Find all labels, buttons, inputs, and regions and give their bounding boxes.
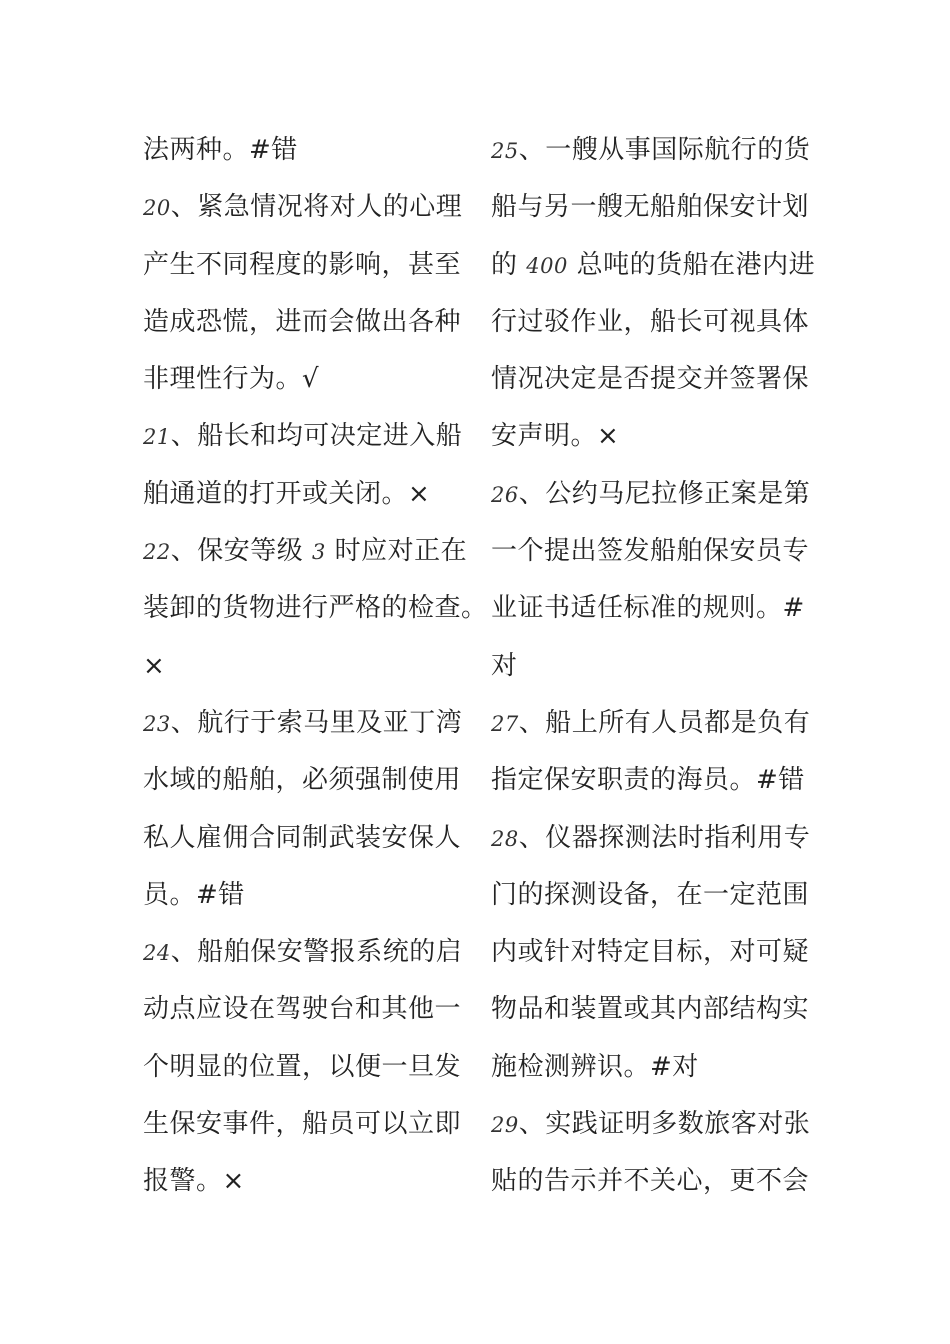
text-line [491, 810, 821, 867]
left-column [143, 122, 488, 1211]
text-line [491, 179, 821, 236]
line-text: 非理性行为。√ [143, 364, 320, 395]
line-text: 报警。× [143, 1166, 245, 1197]
number-text: 26 [491, 482, 519, 507]
text-line [143, 294, 473, 351]
text-line [491, 867, 821, 924]
line-text: 个明显的位置，以便一旦发 [143, 1051, 462, 1082]
line-text: 内或针对特定目标，对可疑 [491, 937, 810, 968]
line-text: 产生不同程度的影响，甚至 [143, 249, 462, 280]
text-line [143, 237, 473, 294]
text-line [143, 981, 473, 1038]
text-line [143, 466, 473, 523]
text-line [491, 1153, 821, 1210]
number-text: 20 [143, 196, 171, 221]
text-line [143, 122, 473, 179]
line-text: 、紧急情况将对人的心理 [170, 192, 463, 223]
text-line [143, 351, 473, 408]
text-line [143, 810, 473, 867]
number-text: 28 [491, 826, 519, 851]
line-text: 、船长和均可决定进入船 [170, 421, 463, 452]
text-line [491, 752, 821, 809]
number-text: 21 [143, 425, 171, 450]
line-text: 造成恐慌，进而会做出各种 [143, 306, 462, 337]
number-text: 22 [143, 540, 171, 565]
line-text: 业证书适任标准的规则。# [491, 593, 805, 624]
text-line [143, 179, 473, 236]
text-line [491, 981, 821, 1038]
number-text: 27 [491, 711, 519, 736]
line-text: 私人雇佣合同制武装安保人 [143, 822, 462, 853]
line-text: 、一艘从事国际航行的货 [518, 135, 811, 165]
text-line [143, 523, 473, 580]
text-line [491, 408, 821, 465]
line-text: × [143, 650, 166, 681]
text-line [143, 924, 473, 981]
line-text: 总吨的货船在港内进 [567, 249, 816, 280]
line-text: 动点应设在驾驶台和其他一 [143, 994, 462, 1025]
line-text: 安声明。× [491, 421, 620, 452]
line-text: 情况决定是否提交并签署保 [491, 364, 810, 395]
line-text: 、仪器探测法时指利用专 [518, 822, 811, 853]
number-text: 29 [491, 1113, 519, 1138]
line-text: 装卸的货物进行严格的检查。 [143, 593, 488, 624]
line-text: 一个提出签发船舶保安员专 [491, 536, 810, 567]
text-line [143, 695, 473, 752]
line-text: 施检测辨识。#对 [491, 1051, 699, 1082]
right-column [491, 122, 821, 1211]
line-text: 、船上所有人员都是负有 [518, 707, 811, 738]
text-line [491, 580, 821, 637]
line-text: 舶通道的打开或关闭。× [143, 478, 431, 509]
text-line [143, 1096, 473, 1153]
line-text: 水域的船舶，必须强制使用 [143, 765, 462, 796]
line-text: 员。#错 [143, 879, 245, 910]
number-text: 3 [312, 540, 326, 565]
text-line [143, 867, 473, 924]
text-line [491, 1039, 821, 1096]
line-text: 生保安事件，船员可以立即 [143, 1109, 462, 1140]
text-line [491, 1096, 821, 1153]
line-text: 行过驳作业，船长可视具体 [491, 306, 810, 337]
text-line [143, 1039, 473, 1096]
text-line [143, 408, 473, 465]
line-text: 物品和装置或其内部结构实 [491, 994, 810, 1025]
line-text: 的 [491, 249, 527, 280]
line-text: 、保安等级 [170, 536, 312, 567]
number-text: 400 [526, 253, 568, 278]
text-line [491, 122, 821, 179]
line-text: 、船舶保安警报系统的启 [170, 937, 463, 968]
number-text: 25 [491, 139, 519, 163]
text-line [491, 924, 821, 981]
text-line [143, 1153, 473, 1210]
text-line [491, 695, 821, 752]
line-text: 、公约马尼拉修正案是第 [518, 478, 811, 509]
text-line [143, 638, 473, 695]
text-line [491, 294, 821, 351]
line-text: 指定保安职责的海员。#错 [491, 765, 805, 796]
number-text: 23 [143, 711, 171, 736]
line-text: 贴的告示并不关心，更不会 [491, 1166, 810, 1197]
text-line [491, 466, 821, 523]
line-text: 、实践证明多数旅客对张 [518, 1109, 811, 1140]
line-text: 对 [491, 650, 518, 681]
line-text: 、航行于索马里及亚丁湾 [170, 707, 463, 738]
text-line [143, 752, 473, 809]
text-line [491, 351, 821, 408]
number-text: 24 [143, 941, 171, 966]
line-text: 船与另一艘无船舶保安计划 [491, 192, 810, 223]
text-line [491, 638, 821, 695]
line-text: 门的探测设备，在一定范围 [491, 879, 810, 910]
line-text: 时应对正在 [325, 536, 468, 567]
text-line [143, 580, 488, 637]
text-line [491, 237, 821, 294]
line-text: 法两种。#错 [143, 135, 298, 165]
text-line [491, 523, 821, 580]
